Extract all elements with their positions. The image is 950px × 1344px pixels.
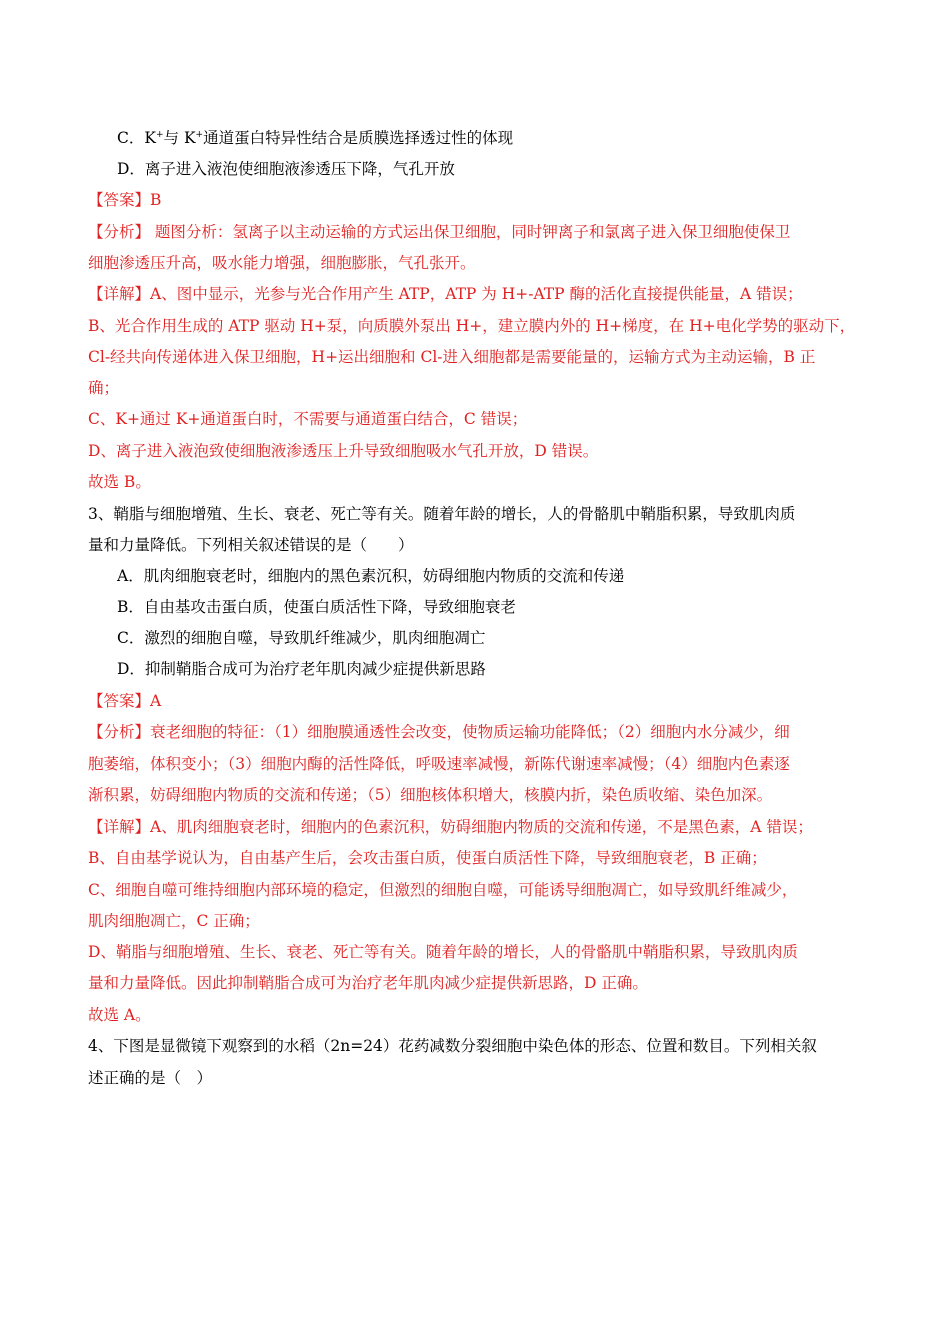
q2-analysis-line: 细胞渗透压升高，吸水能力增强，细胞膨胀，气孔张开。 [88, 254, 476, 272]
q3-answer: 【答案】A [88, 692, 162, 710]
q2-detail-line: C、K+通过 K+通道蛋白时，不需要与通道蛋白结合，C 错误； [88, 410, 528, 428]
q2-detail-line: B、光合作用生成的 ATP 驱动 H+泵，向质膜外泵出 H+，建立膜内外的 H+梯度，在 H+电化学势的驱动下， [88, 317, 856, 335]
option-letter: C． [117, 129, 145, 147]
q3-detail-line: 【详解】A、肌肉细胞衰老时，细胞内的色素沉积，妨碍细胞内物质的交流和传递，不是黑色素，A 错误； [88, 818, 813, 836]
q4-stem-line: 4、下图是显微镜下观察到的水稻（2n=24）花药减数分裂细胞中染色体的形态、位置和数目。下列相关叙 [88, 1037, 817, 1055]
q3-detail-line: D、鞘脂与细胞增殖、生长、衰老、死亡等有关。随着年龄的增长，人的骨骼肌中鞘脂积累，导致肌肉质 [88, 943, 798, 961]
q4-stem-line: 述正确的是（ ） [88, 1069, 213, 1087]
q3-option-a: A．肌肉细胞衰老时，细胞内的黑色素沉积，妨碍细胞内物质的交流和传递 [117, 567, 625, 585]
q2-option-c [117, 128, 513, 148]
q3-detail-line: 量和力量降低。因此抑制鞘脂合成可为治疗老年肌肉减少症提供新思路，D 正确。 [88, 974, 648, 992]
q2-conclusion: 故选 B。 [88, 473, 151, 491]
q3-detail-line: C、细胞自噬可维持细胞内部环境的稳定，但激烈的细胞自噬，可能诱导细胞凋亡，如导致肌纤维减少， [88, 881, 798, 899]
q3-stem-line: 3、鞘脂与细胞增殖、生长、衰老、死亡等有关。随着年龄的增长，人的骨骼肌中鞘脂积累，导致肌肉质 [88, 505, 796, 523]
option-text-part: 通道蛋白特异性结合是质膜选择透过性的体现 [203, 129, 514, 147]
q3-conclusion: 故选 A。 [88, 1006, 151, 1024]
ion-symbol: K [144, 129, 156, 147]
q3-detail-line: B、自由基学说认为，自由基产生后，会攻击蛋白质，使蛋白质活性下降，导致细胞衰老，B 正确； [88, 849, 767, 867]
q3-analysis-line: 渐积累，妨碍细胞内物质的交流和传递；（5）细胞核体积增大，核膜内折，染色质收缩、染色加深。 [88, 786, 773, 804]
q2-detail-line: D、离子进入液泡致使细胞液渗透压上升导致细胞吸水气孔开放，D 错误。 [88, 442, 599, 460]
superscript: + [155, 129, 164, 140]
q3-detail-line: 肌肉细胞凋亡，C 正确； [88, 912, 260, 930]
q2-answer: 【答案】B [88, 191, 162, 209]
superscript: + [195, 129, 204, 140]
q2-analysis-line: 【分析】 题图分析：氢离子以主动运输的方式运出保卫细胞，同时钾离子和氯离子进入保卫细胞使保卫 [88, 223, 791, 241]
q3-option-d: D．抑制鞘脂合成可为治疗老年肌肉减少症提供新思路 [117, 660, 486, 678]
q3-stem-line: 量和力量降低。下列相关叙述错误的是（ ） [88, 536, 414, 554]
option-text-part: 与 K [163, 129, 196, 147]
q3-analysis-line: 胞萎缩，体积变小；（3）细胞内酶的活性降低，呼吸速率减慢，新陈代谢速率减慢；（4）细胞内色素逐 [88, 755, 790, 773]
q2-detail-line: Cl-经共向传递体进入保卫细胞，H+运出细胞和 Cl-进入细胞都是需要能量的，运输方式为主动运输，B 正 [88, 348, 816, 366]
q3-analysis-line: 【分析】衰老细胞的特征：（1）细胞膜通透性会改变，使物质运输功能降低；（2）细胞内水分减少，细 [88, 723, 790, 741]
q2-detail-line: 确； [88, 379, 120, 397]
q2-option-d: D．离子进入液泡使细胞液渗透压下降，气孔开放 [117, 160, 455, 178]
q2-detail-line: 【详解】A、图中显示，光参与光合作用产生 ATP，ATP 为 H+-ATP 酶的活化直接提供能量，A 错误； [88, 285, 803, 303]
q3-option-c: C．激烈的细胞自噬，导致肌纤维减少，肌肉细胞凋亡 [117, 629, 486, 647]
q3-option-b: B．自由基攻击蛋白质，使蛋白质活性下降，导致细胞衰老 [117, 598, 516, 616]
